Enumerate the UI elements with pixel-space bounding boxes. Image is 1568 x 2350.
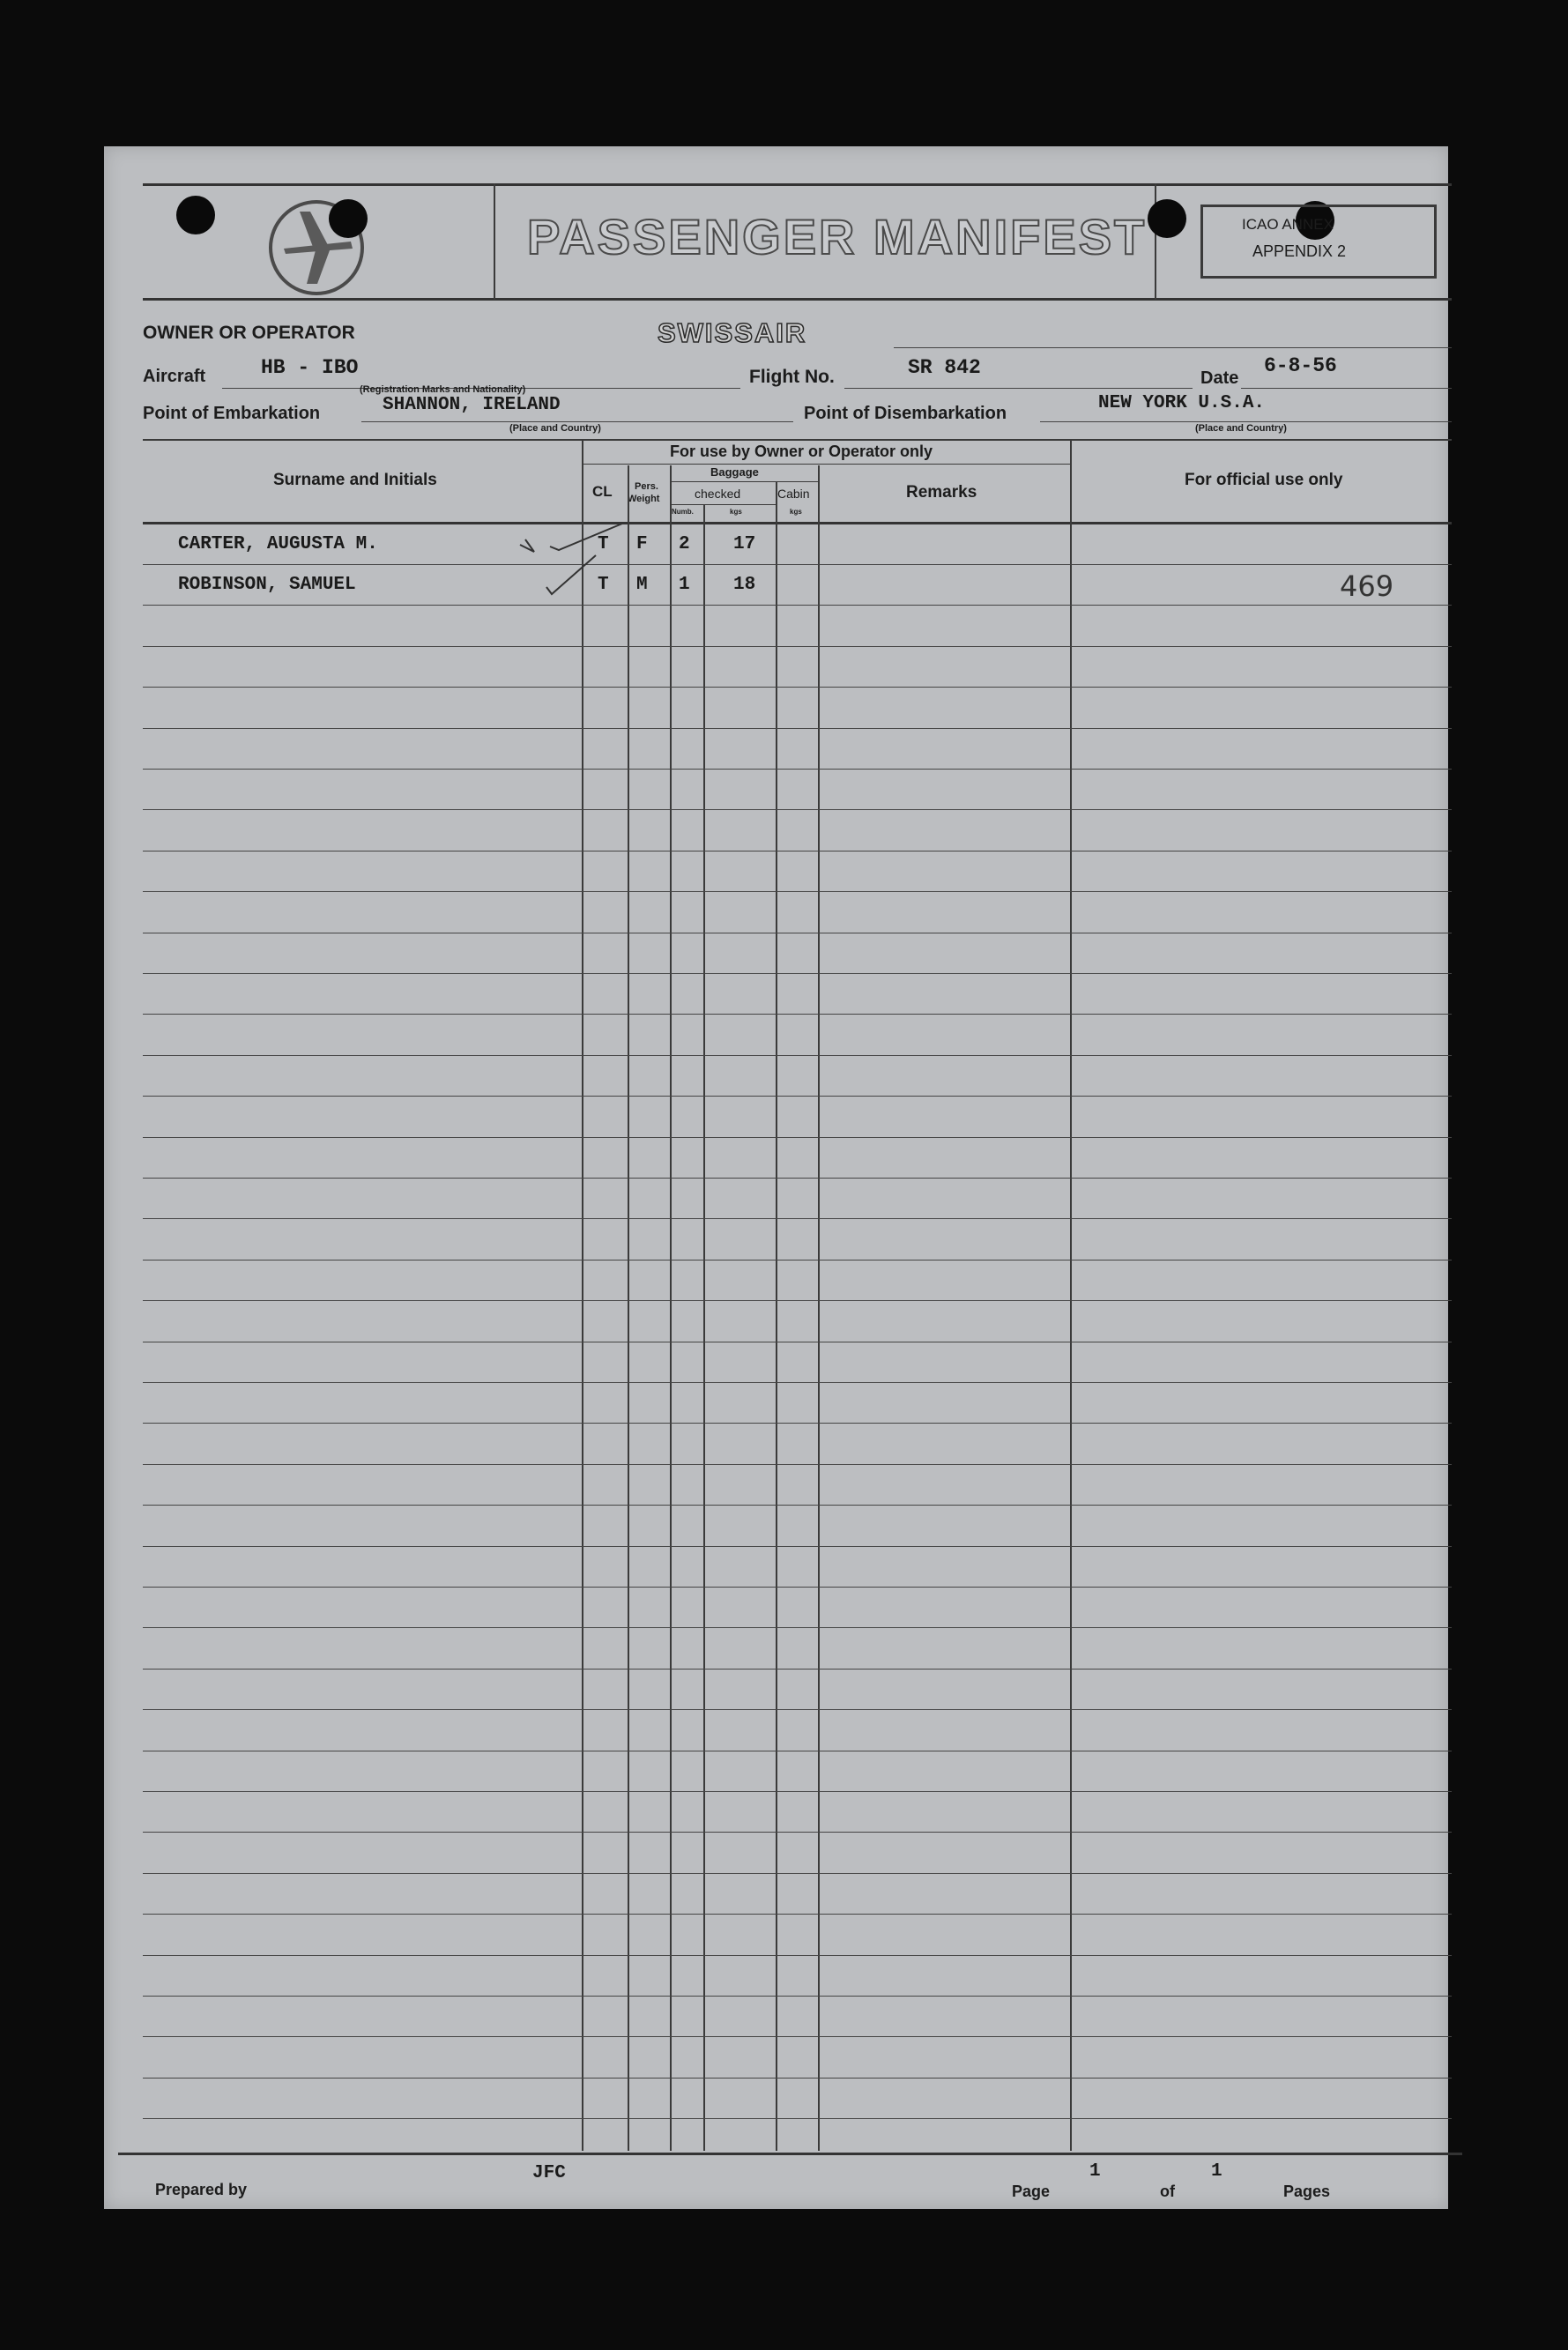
owner-value: SWISSAIR (658, 317, 807, 348)
table-row-rule (143, 2036, 1452, 2037)
passenger-class: T (598, 575, 609, 595)
passenger-sex: M (636, 575, 648, 595)
passenger-name: CARTER, AUGUSTA M. (178, 534, 378, 554)
passenger-class: T (598, 534, 609, 554)
date-value: 6-8-56 (1264, 354, 1337, 377)
flight-label: Flight No. (749, 367, 835, 387)
col-divider (818, 465, 820, 2151)
col-divider (776, 481, 777, 2151)
aircraft-label: Aircraft (143, 367, 206, 386)
table-row-rule (143, 728, 1452, 729)
col-weight-header: Weight (628, 494, 660, 504)
col-numb-header: Numb. (672, 508, 694, 516)
owner-use-header: For use by Owner or Operator only (670, 442, 933, 460)
punch-hole (1148, 199, 1186, 238)
embark-label: Point of Embarkation (143, 404, 321, 423)
of-label: of (1160, 2183, 1175, 2200)
col-baggage-header: Baggage (710, 465, 759, 479)
table-row-rule (143, 1464, 1452, 1465)
appendix-line2: APPENDIX 2 (1252, 242, 1347, 260)
prepared-label: Prepared by (155, 2181, 248, 2198)
disembark-value: NEW YORK U.S.A. (1098, 393, 1266, 413)
flight-underline (844, 388, 1193, 389)
table-row-rule (143, 1546, 1452, 1547)
col-checked-header: checked (695, 487, 741, 501)
baggage-number: 1 (679, 575, 690, 595)
table-row-rule (143, 1669, 1452, 1670)
baggage-kgs: 18 (733, 575, 756, 595)
table-top-rule (143, 439, 1452, 441)
baggage-kgs: 17 (733, 534, 756, 554)
table-row-rule (143, 891, 1452, 892)
embark-note: (Place and Country) (509, 423, 601, 434)
date-label: Date (1200, 368, 1239, 388)
page-label: Page (1012, 2183, 1051, 2200)
pages-label: Pages (1283, 2183, 1331, 2200)
col-divider (628, 465, 629, 2151)
table-row-rule (143, 605, 1452, 606)
passenger-sex: F (636, 534, 648, 554)
table-row-rule (143, 769, 1452, 770)
table-row-rule (143, 1218, 1452, 1219)
aircraft-note: (Registration Marks and Nationality) (360, 384, 526, 395)
checked-rule (670, 504, 776, 505)
table-row-rule (143, 1955, 1452, 1956)
footer-rule (118, 2153, 1462, 2155)
disembark-underline (1040, 421, 1452, 422)
table-row-rule (143, 2118, 1452, 2119)
disembark-label: Point of Disembarkation (804, 404, 1007, 423)
owner-label: OWNER OR OPERATOR (143, 323, 355, 343)
table-row-rule (143, 1260, 1452, 1261)
owner-underline (894, 347, 1452, 348)
col-cabin-header: Cabin (777, 487, 810, 501)
table-row-rule (143, 1873, 1452, 1874)
prepared-value: JFC (532, 2163, 566, 2183)
appendix-line1: ICAO ANNEX (1242, 216, 1334, 233)
page-value: 1 (1089, 2161, 1101, 2182)
top-rule (143, 183, 1452, 186)
table-row-rule (143, 2078, 1452, 2079)
official-number: 469 (1340, 569, 1394, 603)
table-row-rule (143, 687, 1452, 688)
title-divider-left (494, 183, 495, 300)
table-row-rule (143, 646, 1452, 647)
col-remarks-header: Remarks (906, 483, 977, 502)
flight-value: SR 842 (908, 356, 981, 379)
pages-value: 1 (1211, 2161, 1222, 2182)
table-row-rule (143, 1587, 1452, 1588)
table-row-rule (143, 1505, 1452, 1506)
table-row-rule (143, 1382, 1452, 1383)
col-name-header: Surname and Initials (273, 471, 437, 489)
baggage-number: 2 (679, 534, 690, 554)
form-title: PASSENGER MANIFEST (527, 209, 1148, 264)
table-row-rule (143, 564, 1452, 565)
table-row-rule (143, 1423, 1452, 1424)
embark-underline (361, 421, 793, 422)
table-row-rule (143, 1709, 1452, 1710)
table-row-rule (143, 973, 1452, 974)
table-row-rule (143, 1627, 1452, 1628)
table-row-rule (143, 1996, 1452, 1997)
table-row-rule (143, 809, 1452, 810)
col-cl-header: CL (592, 483, 613, 500)
aircraft-value: HB - IBO (261, 356, 359, 379)
table-row-rule (143, 1137, 1452, 1138)
table-row-rule (143, 1014, 1452, 1015)
col-divider (703, 504, 705, 2151)
date-underline (1241, 388, 1452, 389)
col-divider (670, 465, 672, 2151)
table-row-rule (143, 1832, 1452, 1833)
punch-hole (329, 199, 368, 238)
col-pers-header: Pers. (635, 481, 658, 492)
table-row-rule (143, 851, 1452, 852)
table-header-rule (143, 522, 1452, 524)
appendix-box (1200, 205, 1437, 279)
checkmark-icon (516, 520, 631, 599)
embark-value: SHANNON, IRELAND (383, 395, 561, 415)
disembark-note: (Place and Country) (1195, 423, 1287, 434)
table-row-rule (143, 1178, 1452, 1179)
col-cabin-kgs-header: kgs (790, 508, 802, 516)
baggage-rule (670, 481, 818, 482)
passenger-name: ROBINSON, SAMUEL (178, 575, 356, 595)
table-row-rule (143, 1300, 1452, 1301)
owner-use-rule (582, 464, 1070, 465)
punch-hole (176, 196, 215, 234)
table-row-rule (143, 1055, 1452, 1056)
col-divider (1070, 441, 1072, 2151)
table-row-rule (143, 1791, 1452, 1792)
table-row-rule (143, 1914, 1452, 1915)
table-row-rule (143, 1096, 1452, 1097)
title-divider-right (1155, 183, 1156, 300)
col-official-header: For official use only (1185, 471, 1343, 489)
col-divider (582, 441, 583, 2151)
col-kgs-header: kgs (730, 508, 742, 516)
